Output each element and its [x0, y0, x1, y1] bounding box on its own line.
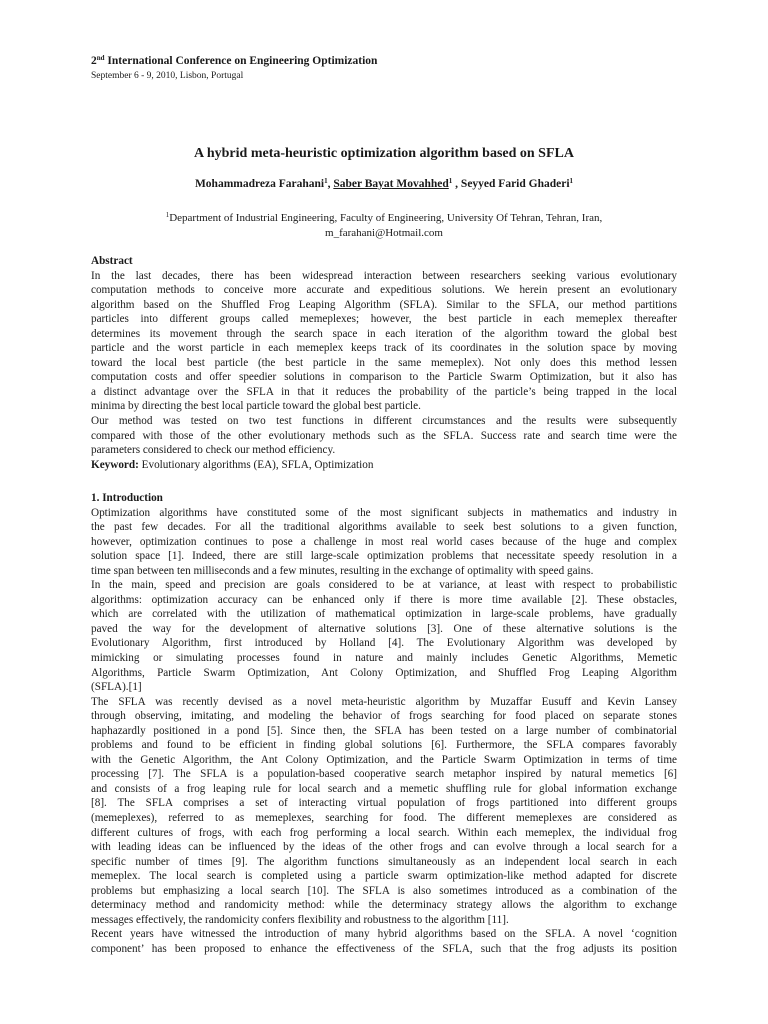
intro-line: paved the way for the development of alternative solutions [3]. One of these alternative solutions is the	[91, 622, 677, 635]
abstract-line: algorithm based on the Shuffled Frog Leaping Algorithm (SFLA). Similar to the SFLA, our method partitions	[91, 298, 677, 311]
abstract-line: determines its movement through the search space in each iteration of the algorithm toward the global best	[91, 327, 677, 340]
author-separator: ,	[452, 178, 461, 190]
keyword-label: Keyword:	[91, 458, 139, 471]
intro-line: haphazardly positioned in a pond [5]. Since then, the SFLA has been tested on a large number of combinatorial	[91, 724, 677, 737]
author-list	[0, 177, 768, 190]
conference-ordinal: 2	[91, 55, 97, 67]
abstract-body	[91, 269, 677, 458]
introduction-body	[91, 506, 677, 957]
author-3-affil: 1	[569, 177, 574, 185]
intro-line: specific number of times [9]. The algorithm functions simultaneously as an independent local search in each	[91, 855, 677, 868]
author-separator: ,	[327, 178, 334, 190]
paper-title: A hybrid meta-heuristic optimization algorithm based on SFLA	[194, 146, 574, 161]
conference-title: International Conference on Engineering Optimization	[104, 55, 378, 67]
abstract-line: parameters considered to check our method efficiency.	[91, 444, 336, 457]
intro-line: In the main, speed and precision are goals considered to be at variance, at least with respect to probabilistic	[91, 579, 677, 592]
author-1: Mohammadreza Farahani	[194, 178, 325, 190]
introduction-heading: 1. Introduction	[91, 492, 163, 504]
abstract-line: In the last decades, there has been widespread interaction between researchers seeking various evolutionary	[91, 269, 677, 282]
abstract-heading: Abstract	[91, 255, 133, 267]
intro-line: determinacy method and randomicity method: while the determinacy strategy allows the algorithm to exchange	[91, 899, 677, 912]
abstract-line: computation costs and offer speedier solutions in comparison to the Particle Swarm Optimization, but it also has	[91, 371, 677, 384]
intro-line: which are correlated with the utilization of mathematical optimization in large-scale problems, have gradually	[91, 608, 677, 621]
intro-line: different cultures of frogs, with each frog performing a local search. Within each memeplex, the individual frog	[91, 826, 677, 839]
affiliation-text: Department of Industrial Engineering, Faculty of Engineering, University Of Tehran, Tehran, Iran,	[169, 212, 603, 224]
intro-line: problems but emphasizing a local search [10]. The SFLA is also sometimes introduced as a combination of the	[91, 884, 677, 897]
conference-date-location: September 6 - 9, 2010, Lisbon, Portugal	[91, 71, 244, 81]
abstract-line: computation methods to conceive more accurate and expeditious solutions. We herein present an evolutionary	[91, 284, 677, 297]
author-email: m_farahani@Hotmail.com	[325, 226, 443, 239]
intro-line: mimicking or simulating processes found in nature and mainly includes Genetic Algorithms, Memetic	[91, 652, 677, 665]
keywords	[91, 458, 677, 473]
intro-line: Recent years have witnessed the introduction of many hybrid algorithms based on the SFLA. A novel ‘cognition	[91, 928, 677, 941]
abstract-line: particle and the worst particle in each memeplex keeps track of its coordinates in the solution space by moving	[91, 342, 677, 355]
intro-line: Optimization algorithms have constituted some of the most significant subjects in mathematics and industry in	[91, 506, 677, 519]
abstract-line: a distinct advantage over the SFLA in that it reduces the probability of the particle’s being trapped in the local	[91, 385, 677, 398]
intro-line: problems and found to be efficient in finding global solutions [6]. Furthermore, the SFLA compares favorably	[91, 739, 677, 752]
conference-name	[91, 54, 377, 67]
author-1-affil: 1	[324, 177, 328, 185]
intro-line: (SFLA).[1]	[91, 681, 142, 694]
keyword-text: Evolutionary algorithms (EA), SFLA, Optimization	[138, 458, 374, 471]
intro-line: Evolutionary Algorithm, first introduced by Holland [4]. The Evolutionary Algorithm was developed by	[91, 637, 677, 650]
intro-line: with leading ideas can be influenced by the ideas of the other frogs and can evolve through a local search for a	[91, 841, 677, 854]
abstract-line: toward the local best particle (the best particle in the same memeplex). Not only does this method lessen	[91, 356, 677, 369]
intro-line: however, optimization continues to pose a challenge in most real world cases because of the huge and complex	[91, 535, 677, 548]
author-2-affil: 1	[448, 177, 453, 185]
conference-ordinal-suffix: nd	[96, 54, 105, 62]
affiliation-marker: 1	[165, 211, 170, 219]
affiliation-line	[0, 208, 768, 226]
intro-line: (memeplexes), referred to as memeplexes, searching for food. The different memeplexes are considered as	[91, 812, 677, 825]
intro-line: with the Genetic Algorithm, the Ant Colony Optimization, and the Particle Swarm Optimization in terms of time	[91, 753, 677, 766]
abstract-line: minima by directing the best local particle toward the global best particle.	[91, 400, 421, 413]
intro-line: the past few decades. For all the traditional algorithms available to seek best solutions to a given function,	[91, 521, 677, 534]
intro-line: time span between ten milliseconds and a few minutes, resulting in the exchange of optimality with speed gains.	[91, 564, 594, 577]
intro-line: messages effectively, the randomicity confers flexibility and robustness to the algorithm [11].	[91, 913, 509, 926]
intro-line: through observing, imitating, and modeling the behavior of frogs searching for food placed on separate stones	[91, 710, 677, 723]
abstract-line: compared with those of the other evolutionary methods such as the SFLA. Success rate and search time were the	[91, 429, 677, 442]
abstract-line: Our method was tested on two test functions in different circumstances and the results were subsequently	[91, 415, 677, 428]
intro-line: component’ has been proposed to enhance the effectiveness of the SFLA, such that the frog adjusts its position	[91, 942, 677, 955]
affiliation-block	[0, 208, 768, 240]
intro-line: and consists of a frog leaping rule for local search and a memetic shuffling rule for global information exchange	[91, 782, 677, 795]
intro-line: [8]. The SFLA comprises a set of interacting virtual population of frogs partitioned into different groups	[91, 797, 677, 810]
intro-line: solution space [1]. Indeed, there are still large-scale optimization problems that necessitate speedy resolution in a	[91, 550, 677, 563]
abstract-line: particles into different groups called memeplexes; however, the best particle in each memeplex thereafter	[91, 313, 677, 326]
intro-line: algorithms: optimization accuracy can be enhanced only if there is more time available [2]. These obstacles,	[91, 593, 677, 606]
intro-line: processing [7]. The SFLA is a population-based cooperative search metaphor inspired by natural memetics [6]	[91, 768, 677, 781]
author-3: Seyyed Farid Ghaderi	[460, 178, 570, 190]
author-2: Saber Bayat Movahhed	[333, 178, 449, 190]
introduction-section	[91, 491, 677, 957]
intro-line: The SFLA was recently devised as a novel meta-heuristic algorithm by Muzaffar Eusuff and Kevin Lansey	[91, 695, 677, 708]
abstract-section	[91, 254, 677, 472]
intro-line: Algorithms, Particle Swarm Optimization, Ant Colony Optimization, and Shuffled Frog Leaping Algorithm	[91, 666, 677, 679]
intro-line: memeplex. The local search is completed using a particle swarm optimization-like method adapted for discrete	[91, 870, 677, 883]
